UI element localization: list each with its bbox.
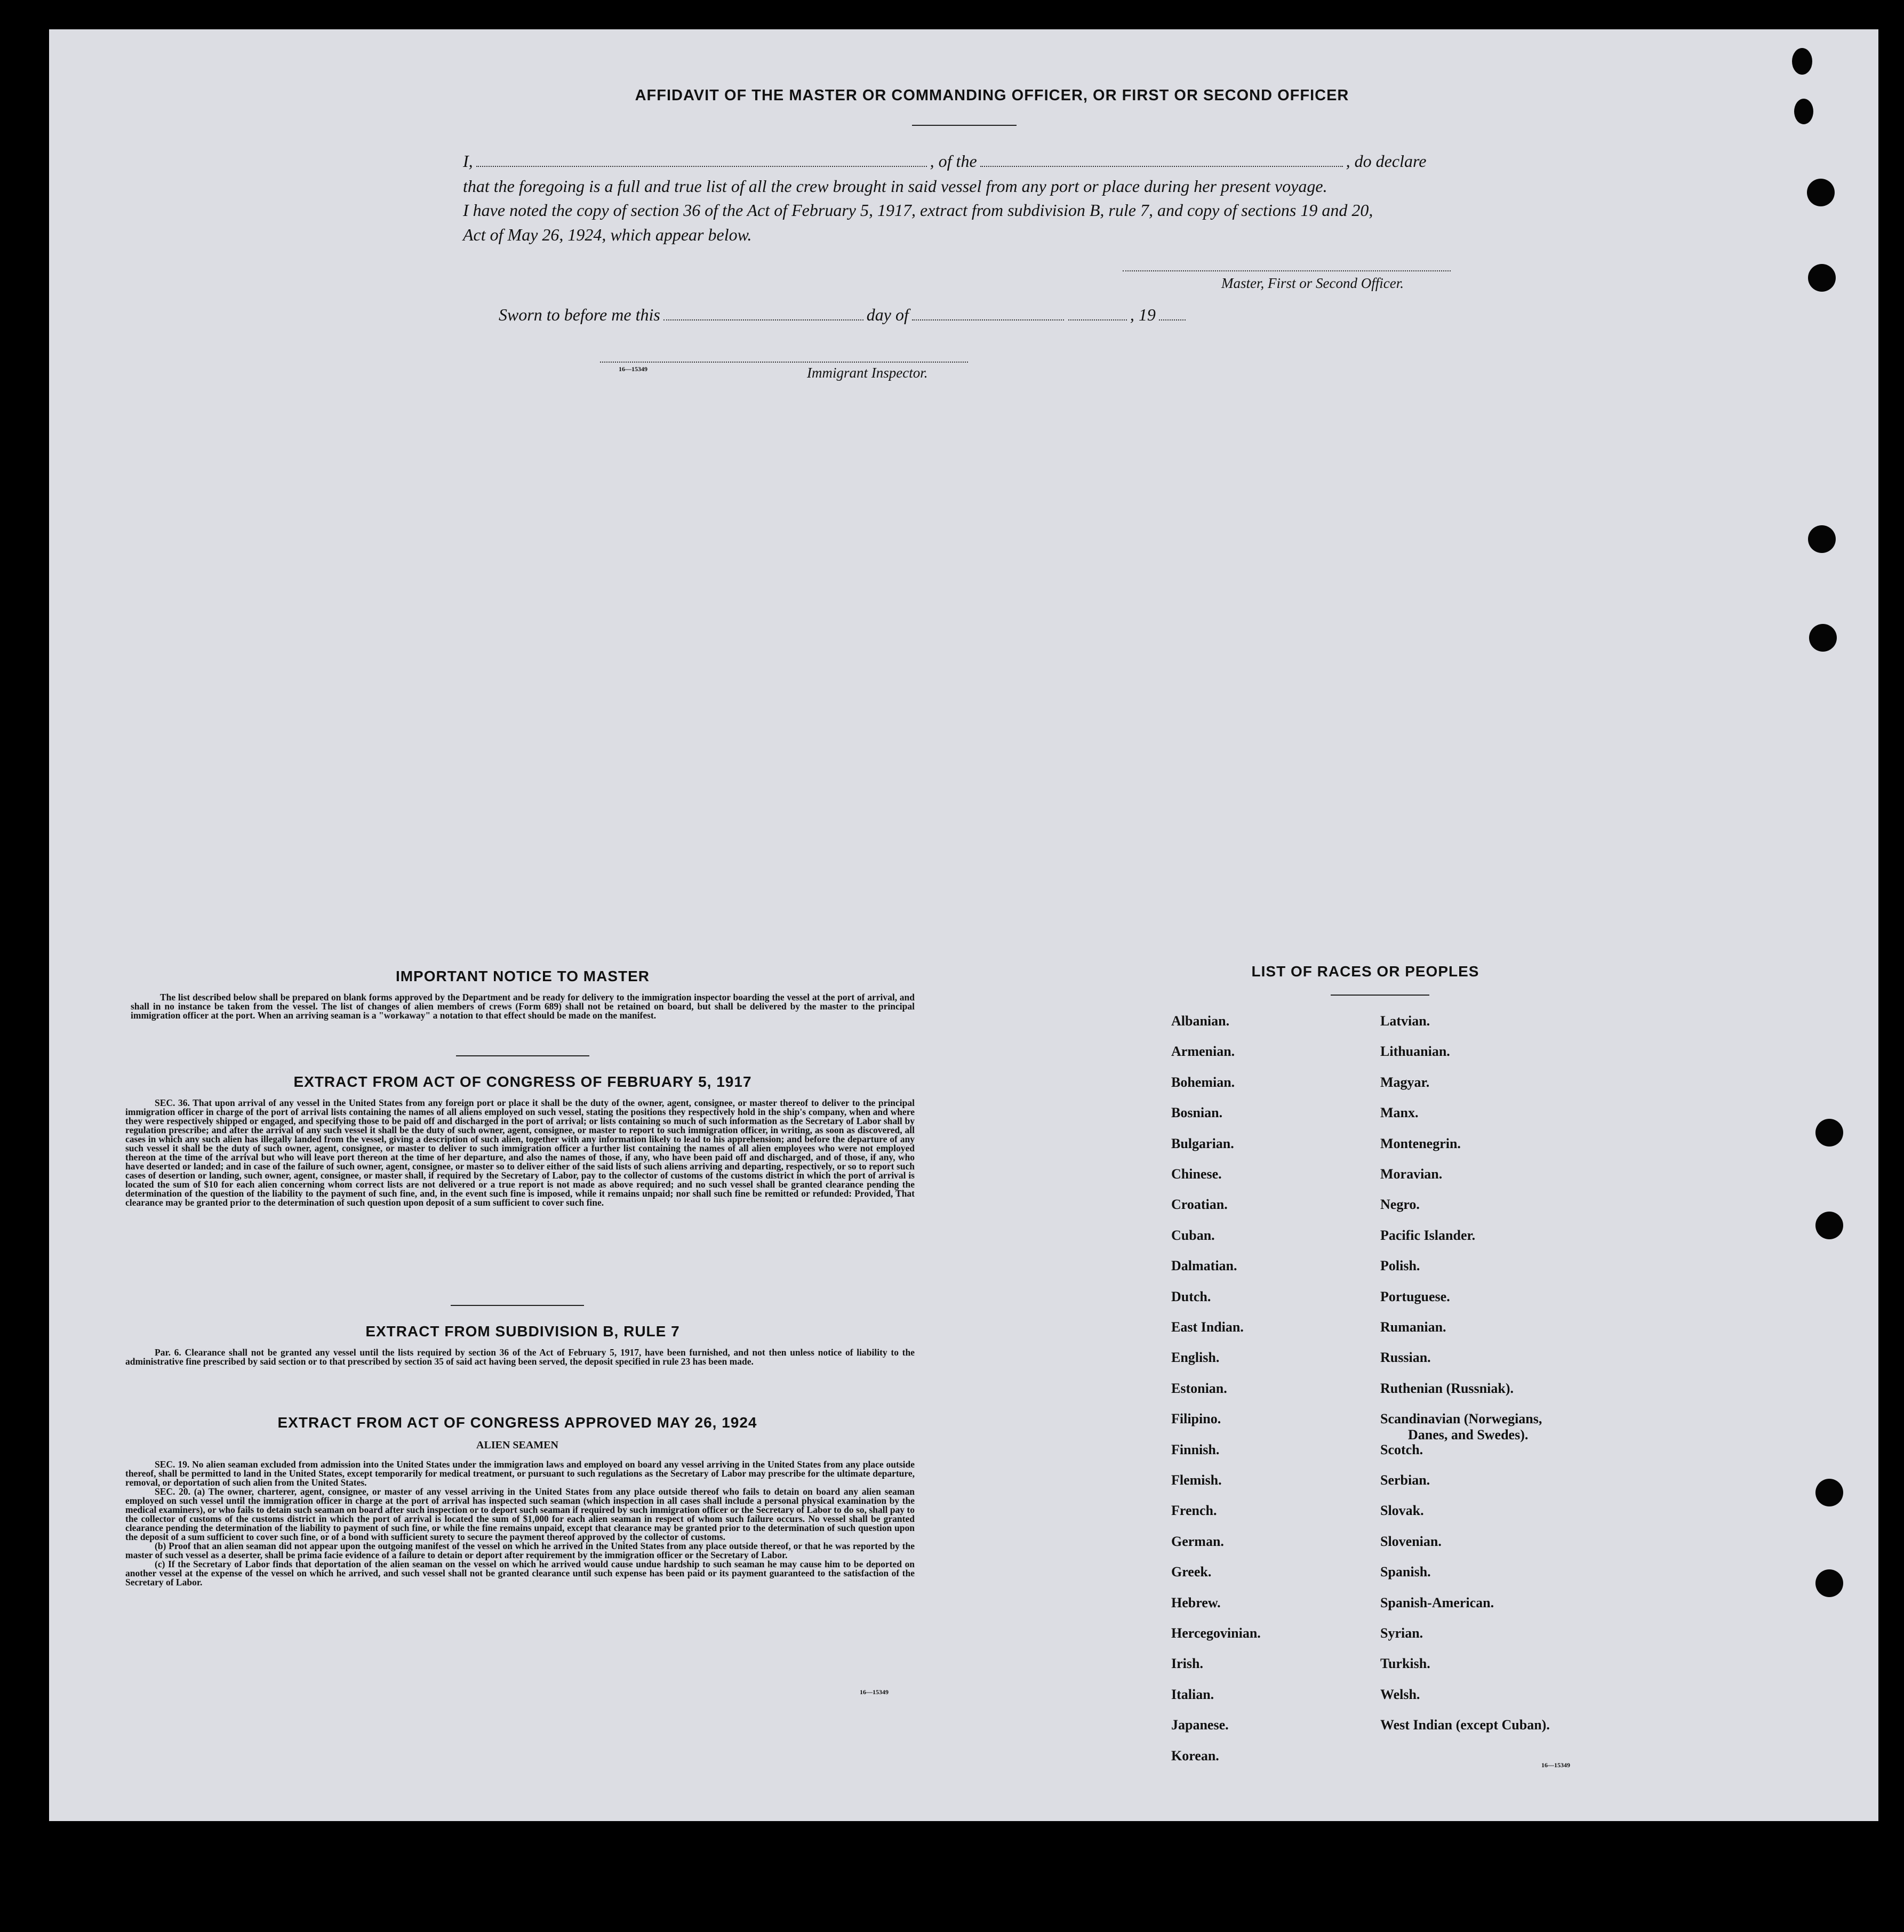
signature-label: Master, First or Second Officer. — [1221, 275, 1404, 291]
sec-20b-paragraph: (b) Proof that an alien seaman did not appear upon the outgoing manifest of the vessel on which he arrived in the United States from any place outside thereof, or that he was reported by the master of such vessel as a deserter, shall be prima facie evidence of a failure to detain or deport after requirement by the immigration officer or the Secretary of Labor. — [125, 1541, 915, 1560]
race-item: Negro. — [1380, 1197, 1420, 1213]
sec-20c-paragraph: (c) If the Secretary of Labor finds that deportation of the alien seaman on the vessel on which he arrived would cause undue hardship to such seaman he may cause him to be deported on another vessel at the expense of the vessel on which he arrived, and such vessel shall not be granted clearance until such expense has been paid or its payment guaranteed to the satisfaction of the Secretary of Labor. — [125, 1559, 915, 1588]
race-item: Bulgarian. — [1171, 1135, 1234, 1151]
punch-hole — [1815, 1479, 1843, 1506]
race-item: Italian. — [1171, 1686, 1214, 1702]
race-item: Filipino. — [1171, 1411, 1221, 1427]
affidavit-line1 — [463, 148, 1426, 174]
race-item: Spanish. — [1380, 1564, 1431, 1580]
punch-hole — [1809, 624, 1837, 652]
race-item: Bosnian. — [1171, 1105, 1223, 1121]
name-blank[interactable] — [476, 166, 927, 167]
notice-title: IMPORTANT NOTICE TO MASTER — [395, 968, 650, 984]
form-number-bottom-right: 16—15349 — [1541, 1761, 1570, 1769]
sec-36-paragraph: SEC. 36. That upon arrival of any vessel in the United States from any foreign port or place it shall be the duty of the owner, agent, consignee, or master thereof to deliver to the principal immigration officer in charge of the port of arrival lists containing the names of all aliens employed on such vessel, stating the positions they respectively hold in the ship's company, when and where they were respectively shipped or engaged, and specifying those to be paid off and discharged in the port of arrival; or lists containing so much of such information as the Secretary of Labor shall by regulation prescribe; and after the arrival of any such vessel it shall be the duty of such owner, agent, consignee, or master to report to such immigration officer, in writing, as soon as discovered, all cases in which any such alien has illegally landed from the vessel, giving a description of such alien, together with any information likely to lead to his apprehension; and before the departure of any such vessel it shall be the duty of such owner, agent, consignee, or master to deliver to such immigration officer a further list containing the names of all alien employees who were not employed thereon at the time of the arrival but who will leave port thereon at the time of her departure, and also the names of those, if any, who have been paid off and discharged, and of those, if any, who have deserted or landed; and in case of the failure of such owner, agent, consignee, or master so to deliver either of the said lists of such aliens arriving and departing, respectively, or so to report such cases of desertion or landing, such owner, agent, consignee, or master shall, if required by the Secretary of Labor, pay to the collector of customs of the customs district in which the port of arrival is located the sum of $10 for each alien concerning whom correct lists are not delivered or a true report is not made as above required; and no such vessel shall be granted clearance pending the determination of the question of the liability to the payment of such fine, and, in the event such fine is imposed, while it remains unpaid; nor shall such fine be remitted or refunded: Provided, That clearance may be granted prior to the determination of such question upon deposit of a sum sufficient to cover such fine. — [125, 1097, 915, 1208]
race-item: East Indian. — [1171, 1319, 1244, 1335]
alien-seamen-subtitle: ALIEN SEAMEN — [476, 1439, 558, 1451]
race-item: Scandinavian (Norwegians, — [1380, 1411, 1542, 1427]
sworn-month-blank-2[interactable] — [1068, 319, 1127, 320]
punch-hole — [1815, 1569, 1843, 1597]
race-item: Magyar. — [1380, 1074, 1430, 1090]
race-item: Dutch. — [1171, 1288, 1211, 1304]
punch-hole — [1794, 99, 1813, 124]
affidavit-line3: I have noted the copy of section 36 of the Act of February 5, 1917, extract from subdivision B, rule 7, and copy of sections 19 and 20, — [463, 201, 1373, 220]
sec-20a-paragraph: SEC. 20. (a) The owner, charterer, agent, consignee, or master of any vessel arriving in the United States from any place outside thereof who fails to detain on board any alien seaman employed on such vessel until the immigration officer in charge at the port of arrival has inspected such seaman (which inspection in all cases shall include a personal physical examination by the medical examiners), or who fails to detain such seaman on board after such inspection or to deport such seaman if required by such immigration officer or the Secretary of Labor to do so, shall pay to the collector of customs of the customs district in which the port of arrival is located the sum of $1,000 for each alien seaman in respect of whom such failure occurs. No vessel shall be granted clearance pending the determination of the liability to payment of such fine, or while the fine remains unpaid, except that clearance may be granted prior to the determination of such question upon the deposit of a sum sufficient to cover such fine, or of a bond with sufficient surety to secure the payment thereof approved by the collector of customs. — [125, 1486, 915, 1542]
race-item: Japanese. — [1171, 1717, 1229, 1733]
punch-hole — [1792, 48, 1812, 75]
form-number-top: 16—15349 — [619, 365, 647, 373]
race-item: Hercegovinian. — [1171, 1625, 1261, 1641]
races-rule — [1331, 995, 1429, 996]
sec-19-paragraph: SEC. 19. No alien seaman excluded from admission into the United States under the immigration laws and employed on board any vessel arriving in the United States from any place outside thereof, shall be permitted to land in the United States, except temporarily for medical treatment, or pursuant to such regulations as the Secretary of Labor may prescribe for the ultimate departure, removal, or deportation of such alien from the United States. — [125, 1459, 915, 1488]
race-item: Chinese. — [1171, 1166, 1222, 1182]
punch-hole — [1815, 1212, 1843, 1239]
race-item: Polish. — [1380, 1258, 1420, 1274]
race-item: Croatian. — [1171, 1197, 1228, 1213]
of-the-label: , of the — [930, 151, 977, 171]
notice-paragraph: The list described below shall be prepared on blank forms approved by the Department and be ready for delivery to the immigration inspector boarding the vessel at the port of arrival, and shall in no instance be taken from the vessel. The list of changes of alien members of crews (Form 689) shall not be retained on board, but shall be delivered by the master to the principal immigration officer at the port. When an arriving seaman is a "workaway" a notation to that effect should be made on the manifest. — [131, 992, 915, 1021]
section-rule — [456, 1055, 589, 1056]
race-item: Serbian. — [1380, 1472, 1430, 1488]
race-item: Bohemian. — [1171, 1074, 1235, 1090]
affidavit-title: AFFIDAVIT OF THE MASTER OR COMMANDING OFFICER, OR FIRST OR SECOND OFFICER — [635, 87, 1349, 104]
year-prefix: , 19 — [1130, 305, 1156, 324]
race-item: Welsh. — [1380, 1686, 1420, 1702]
par-6-paragraph: Par. 6. Clearance shall not be granted any vessel until the lists required by section 36 of the Act of February 5, 1917, have been furnished, and not then unless notice of liability to the administrative fine prescribed by said section or to that prescribed by section 35 of said act having been served, the deposit specified in rule 23 has been made. — [125, 1347, 915, 1367]
race-item: German. — [1171, 1533, 1224, 1549]
race-item: Finnish. — [1171, 1441, 1220, 1457]
day-of-label: day of — [866, 305, 909, 324]
race-item: Albanian. — [1171, 1013, 1230, 1029]
race-item: Lithuanian. — [1380, 1044, 1450, 1060]
title-rule — [912, 125, 1017, 126]
race-item: Spanish-American. — [1380, 1594, 1494, 1610]
extract-1924-title: EXTRACT FROM ACT OF CONGRESS APPROVED MAY 26, 1924 — [277, 1414, 757, 1431]
year-blank[interactable] — [1159, 319, 1186, 320]
race-item: Montenegrin. — [1380, 1135, 1461, 1151]
race-item: Slovenian. — [1380, 1533, 1442, 1549]
race-item: Slovak. — [1380, 1503, 1424, 1519]
rule7-text — [125, 1348, 915, 1366]
race-item: English. — [1171, 1350, 1220, 1366]
race-item: Irish. — [1171, 1656, 1203, 1672]
race-item: Russian. — [1380, 1350, 1431, 1366]
race-item: Greek. — [1171, 1564, 1212, 1580]
sworn-day-blank[interactable] — [663, 319, 863, 320]
rule7-title: EXTRACT FROM SUBDIVISION B, RULE 7 — [365, 1323, 680, 1340]
section-rule — [451, 1305, 584, 1306]
punch-hole — [1807, 179, 1835, 206]
races-title: LIST OF RACES OR PEOPLES — [1251, 963, 1479, 980]
race-item: Flemish. — [1171, 1472, 1222, 1488]
race-item: Moravian. — [1380, 1166, 1443, 1182]
i-label: I, — [463, 151, 473, 171]
extract-1917-title: EXTRACT FROM ACT OF CONGRESS OF FEBRUARY 5, 1917 — [293, 1073, 752, 1090]
form-number-bottom-left: 16—15349 — [860, 1688, 889, 1696]
race-item: Cuban. — [1171, 1227, 1215, 1243]
race-item: Ruthenian (Russniak). — [1380, 1380, 1514, 1396]
do-declare-label: , do declare — [1346, 151, 1427, 171]
inspector-label: Immigrant Inspector. — [807, 365, 928, 381]
race-item: Estonian. — [1171, 1380, 1227, 1396]
punch-hole — [1808, 264, 1836, 292]
race-item: West Indian (except Cuban). — [1380, 1717, 1550, 1733]
race-item: French. — [1171, 1503, 1217, 1519]
race-item: Portuguese. — [1380, 1288, 1450, 1304]
extract-1924-text — [125, 1460, 915, 1587]
race-item: Hebrew. — [1171, 1594, 1221, 1610]
sworn-line — [499, 302, 1189, 327]
affidavit-line2: that the foregoing is a full and true list of all the crew brought in said vessel from any port or place during her present voyage. — [463, 177, 1327, 196]
sworn-label: Sworn to before me this — [499, 305, 660, 324]
race-item: Turkish. — [1380, 1656, 1430, 1672]
race-item: Syrian. — [1380, 1625, 1423, 1641]
affidavit-line4: Act of May 26, 1924, which appear below. — [463, 225, 752, 244]
punch-hole — [1815, 1119, 1843, 1147]
race-item: Scotch. — [1380, 1441, 1423, 1457]
vessel-blank[interactable] — [980, 166, 1343, 167]
race-item: Manx. — [1380, 1105, 1419, 1121]
extract-1917-text — [125, 1099, 915, 1207]
punch-hole — [1808, 525, 1836, 553]
sworn-month-blank[interactable] — [912, 319, 1064, 320]
race-item: Latvian. — [1380, 1013, 1430, 1029]
race-item: Rumanian. — [1380, 1319, 1446, 1335]
race-item-continuation: Danes, and Swedes). — [1408, 1427, 1529, 1443]
race-item: Korean. — [1171, 1747, 1219, 1763]
notice-text — [131, 993, 915, 1020]
race-item: Armenian. — [1171, 1044, 1235, 1060]
race-item: Dalmatian. — [1171, 1258, 1237, 1274]
race-item: Pacific Islander. — [1380, 1227, 1476, 1243]
